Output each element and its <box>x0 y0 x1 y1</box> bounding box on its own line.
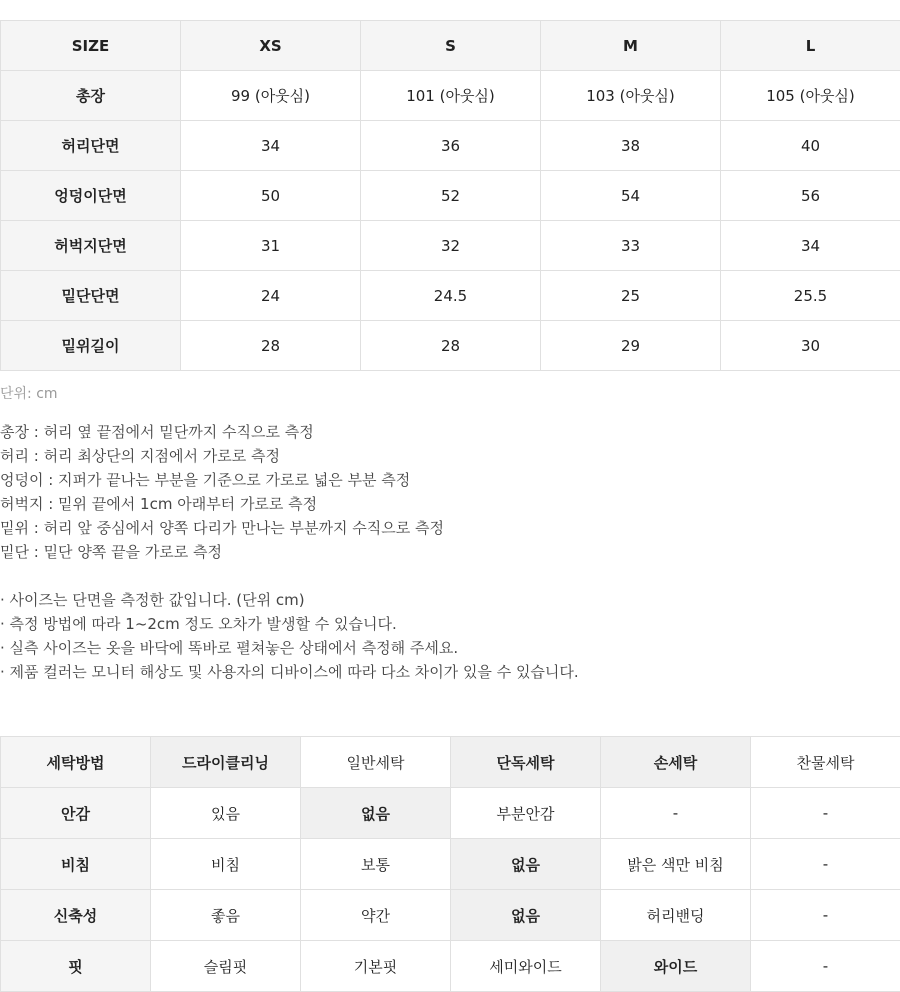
care-option: 없음 <box>451 839 601 890</box>
table-row <box>1 321 900 371</box>
size-header-cell: S <box>361 21 541 71</box>
table-cell: 31 <box>181 221 361 271</box>
table-row <box>1 788 900 839</box>
care-option: 좋음 <box>151 890 301 941</box>
table-cell: 54 <box>541 171 721 221</box>
note-line: · 측정 방법에 따라 1~2cm 정도 오차가 발생할 수 있습니다. <box>0 615 397 633</box>
table-cell: 34 <box>181 121 361 171</box>
table-row <box>1 121 900 171</box>
row-label: 엉덩이단면 <box>1 171 181 221</box>
care-option: - <box>751 839 900 890</box>
table-row <box>1 221 900 271</box>
care-option: 약간 <box>301 890 451 941</box>
care-option: - <box>751 890 900 941</box>
row-label: 총장 <box>1 71 181 121</box>
table-cell: 24.5 <box>361 271 541 321</box>
care-option: 부분안감 <box>451 788 601 839</box>
care-option: 일반세탁 <box>301 737 451 788</box>
table-cell: 25 <box>541 271 721 321</box>
table-cell: 33 <box>541 221 721 271</box>
table-cell: 36 <box>361 121 541 171</box>
table-row <box>1 71 900 121</box>
table-cell: 40 <box>721 121 900 171</box>
care-option: - <box>601 788 751 839</box>
table-cell: 28 <box>361 321 541 371</box>
care-option: - <box>751 941 900 992</box>
size-header-cell: SIZE <box>1 21 181 71</box>
row-label: 신축성 <box>1 890 151 941</box>
care-option: 보통 <box>301 839 451 890</box>
note-line: · 사이즈는 단면을 측정한 값입니다. (단위 cm) <box>0 591 305 609</box>
care-option: 찬물세탁 <box>751 737 900 788</box>
table-cell: 29 <box>541 321 721 371</box>
table-row <box>1 941 900 992</box>
row-label: 밑위길이 <box>1 321 181 371</box>
table-cell: 101 (아웃심) <box>361 71 541 121</box>
table-cell: 38 <box>541 121 721 171</box>
table-cell: 34 <box>721 221 900 271</box>
care-option: 기본핏 <box>301 941 451 992</box>
care-option: 없음 <box>301 788 451 839</box>
table-cell: 103 (아웃심) <box>541 71 721 121</box>
note-line: · 제품 컬러는 모니터 해상도 및 사용자의 디바이스에 따라 다소 차이가 있을 수 있습니다. <box>0 663 579 681</box>
care-option: 없음 <box>451 890 601 941</box>
table-cell: 52 <box>361 171 541 221</box>
table-cell: 56 <box>721 171 900 221</box>
care-option: 드라이클리닝 <box>151 737 301 788</box>
care-option: - <box>751 788 900 839</box>
table-row <box>1 171 900 221</box>
table-row <box>1 271 900 321</box>
table-cell: 99 (아웃심) <box>181 71 361 121</box>
note-line: 밑단 : 밑단 양쪽 끝을 가로로 측정 <box>0 543 223 561</box>
care-option: 와이드 <box>601 941 751 992</box>
care-option: 있음 <box>151 788 301 839</box>
care-table <box>0 736 900 992</box>
row-label: 허리단면 <box>1 121 181 171</box>
size-header-cell: L <box>721 21 900 71</box>
row-label: 안감 <box>1 788 151 839</box>
info-notes <box>0 588 579 684</box>
care-option: 손세탁 <box>601 737 751 788</box>
table-cell: 50 <box>181 171 361 221</box>
row-label: 밑단단면 <box>1 271 181 321</box>
care-option: 슬림핏 <box>151 941 301 992</box>
care-option: 밝은 색만 비침 <box>601 839 751 890</box>
row-label: 세탁방법 <box>1 737 151 788</box>
care-option: 허리밴딩 <box>601 890 751 941</box>
row-label: 핏 <box>1 941 151 992</box>
table-cell: 32 <box>361 221 541 271</box>
table-cell: 28 <box>181 321 361 371</box>
row-label: 허벅지단면 <box>1 221 181 271</box>
care-option: 비침 <box>151 839 301 890</box>
table-cell: 25.5 <box>721 271 900 321</box>
note-line: 허벅지 : 밑위 끝에서 1cm 아래부터 가로로 측정 <box>0 495 318 513</box>
row-label: 비침 <box>1 839 151 890</box>
table-cell: 105 (아웃심) <box>721 71 900 121</box>
care-option: 단독세탁 <box>451 737 601 788</box>
size-header-row <box>1 21 900 71</box>
care-option: 세미와이드 <box>451 941 601 992</box>
size-header-cell: XS <box>181 21 361 71</box>
unit-label: 단위: cm <box>0 386 58 402</box>
table-row <box>1 737 900 788</box>
note-line: · 실측 사이즈는 옷을 바닥에 똑바로 펼쳐놓은 상태에서 측정해 주세요. <box>0 639 459 657</box>
table-cell: 30 <box>721 321 900 371</box>
size-header-cell: M <box>541 21 721 71</box>
size-table <box>0 20 900 371</box>
measurement-notes <box>0 420 444 564</box>
table-cell: 24 <box>181 271 361 321</box>
table-row <box>1 839 900 890</box>
table-row <box>1 890 900 941</box>
note-line: 허리 : 허리 최상단의 지점에서 가로로 측정 <box>0 447 280 465</box>
note-line: 밑위 : 허리 앞 중심에서 양쪽 다리가 만나는 부분까지 수직으로 측정 <box>0 519 444 537</box>
note-line: 엉덩이 : 지퍼가 끝나는 부분을 기준으로 가로로 넓은 부분 측정 <box>0 471 411 489</box>
note-line: 총장 : 허리 옆 끝점에서 밑단까지 수직으로 측정 <box>0 423 314 441</box>
